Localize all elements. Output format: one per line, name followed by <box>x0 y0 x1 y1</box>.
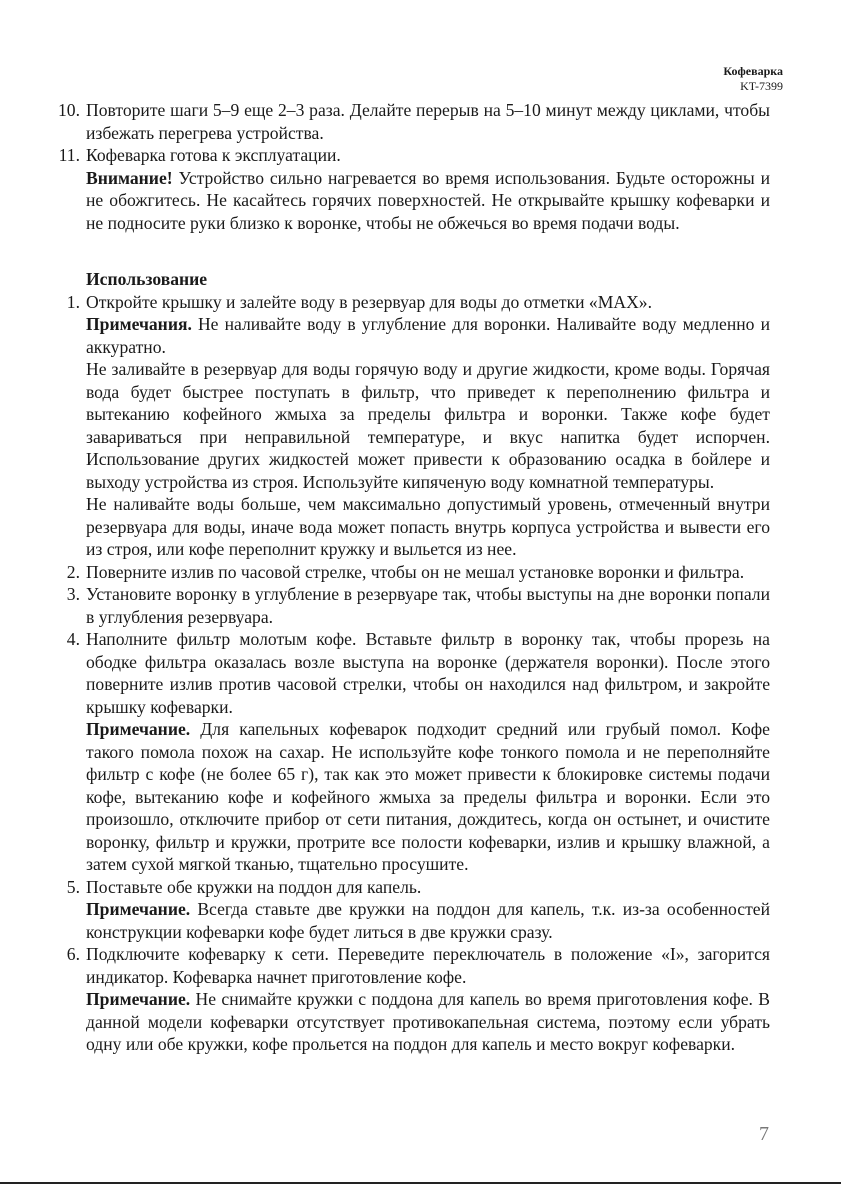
step-text: Кофеварка готова к эксплуатации. <box>86 145 341 165</box>
note-paragraph <box>50 988 770 1056</box>
use-step-4 <box>50 628 770 718</box>
step-text: Подключите кофеварку к сети. Переведите переключатель в положение «I», загорится индикатор. Кофеварка начнет приготовление кофе. <box>86 944 770 987</box>
step-number: 10. <box>58 100 80 120</box>
step-text: Наполните фильтр молотым кофе. Вставьте фильтр в воронку так, чтобы прорезь на ободке фильтра оказалась возле выступа на воронке (держателя воронки). После этого поверните излив против часовой стрелки, чтобы он находился над фильтром, и закройте крышку кофеварки. <box>86 629 770 717</box>
document-body <box>50 99 770 1056</box>
note-label: Примечание. <box>86 989 191 1009</box>
note-text: Не наливайте воду в углубление для воронки. Наливайте воду медленно и аккуратно. <box>86 314 770 357</box>
warning-label: Внимание! <box>86 167 173 188</box>
use-step-3 <box>50 583 770 628</box>
use-step-6 <box>50 943 770 988</box>
warning-text: Устройство сильно нагревается во время использования. Будьте осторожны и не обожгитесь. Не касайтесь горячих поверхностей. Не открывайте крышку кофеварки и не подносите руки близко к воронке, чтобы не обжечься во время подачи воды. <box>86 167 770 233</box>
page-header <box>723 64 783 94</box>
step-11 <box>50 144 770 167</box>
use-step-2 <box>50 561 770 584</box>
step-number: 3. <box>66 584 80 604</box>
warning-paragraph <box>50 167 770 235</box>
step-number: 11. <box>58 145 80 165</box>
note-text: Не снимайте кружки с поддона для капель во время приготовления кофе. В данной модели кофеварки отсутствует противокапельная система, поэтому если убрать одну или обе кружки, кофе прольется на поддон для капель и место вокруг кофеварки. <box>86 989 770 1054</box>
step-number: 6. <box>66 944 80 964</box>
step-text: Повторите шаги 5–9 еще 2–3 раза. Делайте перерыв на 5–10 минут между циклами, чтобы избежать перегрева устройства. <box>86 100 770 143</box>
note-paragraph <box>50 313 770 358</box>
note-label: Примечание. <box>86 719 191 739</box>
note-paragraph <box>50 718 770 876</box>
step-number: 4. <box>66 629 80 649</box>
step-text: Откройте крышку и залейте воду в резервуар для воды до отметки «MAX». <box>86 291 652 312</box>
note-text: Всегда ставьте две кружки на поддон для капель, т.к. из-за особенностей конструкции кофеварки кофе будет литься в две кружки сразу. <box>86 899 770 942</box>
step-number: 1. <box>66 291 80 312</box>
step-number: 2. <box>66 561 80 582</box>
section-title: Использование <box>86 269 208 289</box>
body-paragraph: Не заливайте в резервуар для воды горячую воду и другие жидкости, кроме воды. Горячая вода будет быстрее поступать в фильтр, что приведет к переполнению фильтра и вытеканию кофейного жмыха за пределы фильтра и воронки. Также кофе будет завариваться при неправильной температуре, и вкус напитка будет испорчен. Использование других жидкостей может привести к образованию осадка в бойлере и выходу устройства из строя. Используйте кипяченую воду комнатной температуры. <box>86 359 770 492</box>
note-label: Примечания. <box>86 314 192 334</box>
note-paragraph <box>50 898 770 943</box>
bottom-divider <box>0 1182 841 1184</box>
header-model: KT-7399 <box>740 79 783 93</box>
body-paragraph: Не наливайте воды больше, чем максимально допустимый уровень, отмеченный внутри резервуара для воды, иначе вода может попасть внутрь корпуса устройства и вывести его из строя, или кофе переполнит кружку и выльется из нее. <box>86 494 770 559</box>
page-number: 7 <box>759 1123 769 1145</box>
step-text: Поставьте обе кружки на поддон для капель. <box>86 876 422 897</box>
header-brand: Кофеварка <box>723 64 783 78</box>
note-text: Для капельных кофеварок подходит средний или грубый помол. Кофе такого помола похож на сахар. Не используйте кофе тонкого помола и не переполняйте фильтр с кофе (не более 65 г), так как это может привести к блокировке системы подачи кофе, вытеканию кофе и кофейного жмыха за пределы фильтра и воронки. Если это произошло, отключите прибор от сети питания, дождитесь, когда он остынет, и очистите воронку, фильтр и кружки, протрите все полости кофеварки, излив и крышку влажной, а затем сухой мягкой тканью, тщательно просушите. <box>86 719 770 874</box>
note-label: Примечание. <box>86 899 191 919</box>
step-number: 5. <box>66 876 80 897</box>
step-10 <box>50 99 770 144</box>
step-text: Поверните излив по часовой стрелке, чтобы он не мешал установке воронки и фильтра. <box>86 561 745 582</box>
use-step-5 <box>50 876 770 899</box>
use-step-1 <box>50 291 770 314</box>
step-text: Установите воронку в углубление в резервуаре так, чтобы выступы на дне воронки попали в углубления резервуара. <box>86 584 770 627</box>
